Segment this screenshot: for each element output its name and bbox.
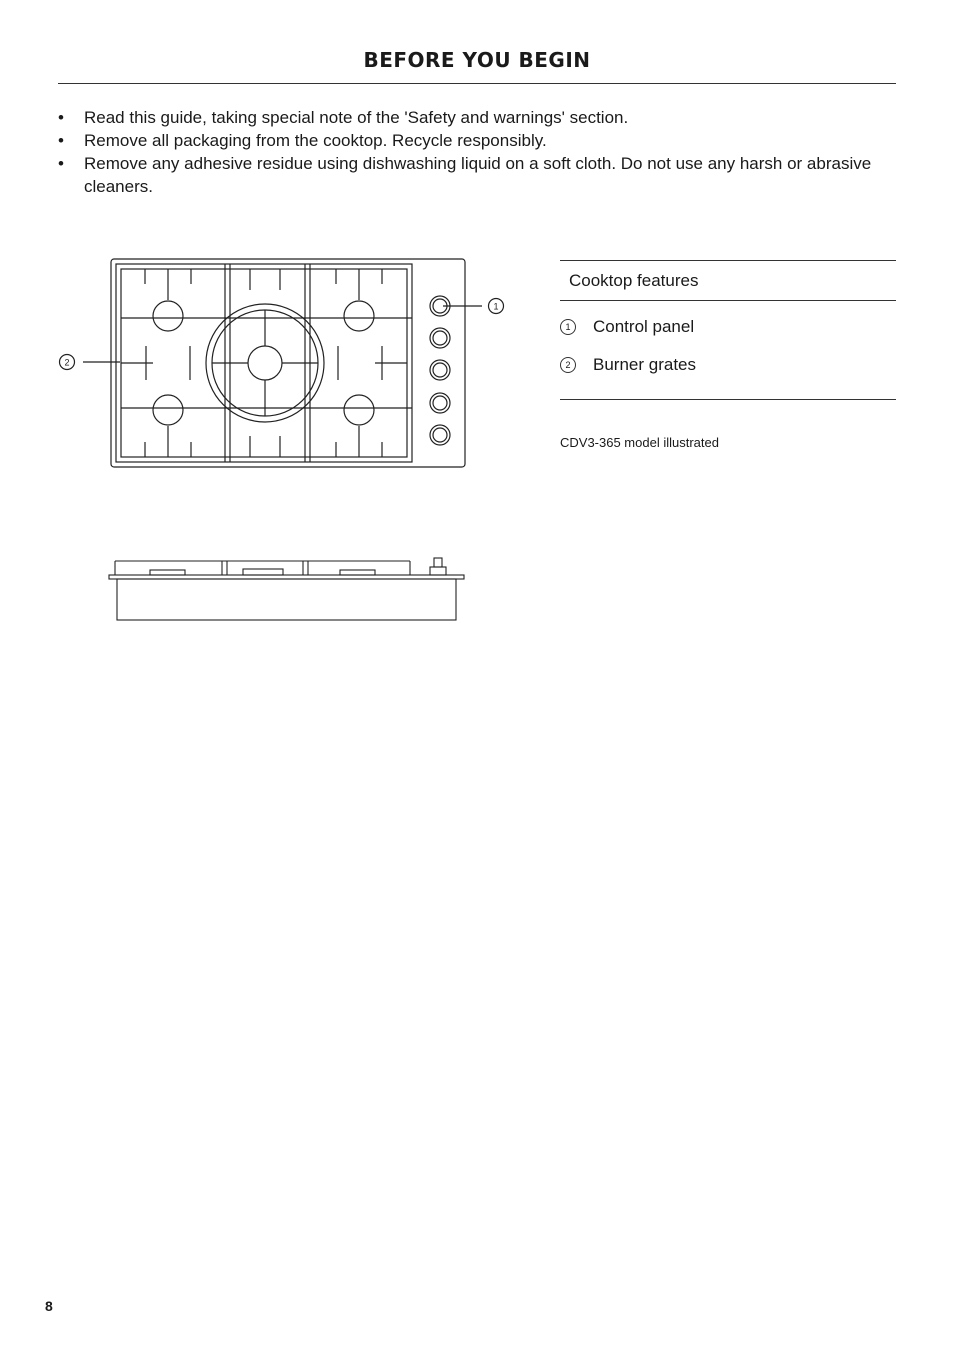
feature-item — [560, 352, 896, 377]
cooktop-features-panel — [560, 260, 896, 377]
features-heading: Cooktop features — [560, 260, 896, 301]
page-title: BEFORE YOU BEGIN — [363, 48, 591, 72]
callout-1-label: 1 — [493, 301, 499, 312]
intro-list — [58, 106, 896, 198]
feature-label: Control panel — [593, 316, 695, 336]
feature-number: 1 — [560, 319, 576, 335]
callout-2-label: 2 — [64, 357, 70, 368]
diagram-caption: CDV3-365 model illustrated — [560, 435, 719, 450]
list-item: • Read this guide, taking special note of the 'Safety and warnings' section. — [58, 106, 896, 129]
page-number: 8 — [45, 1298, 53, 1314]
cooktop-top-view-diagram — [50, 250, 520, 475]
feature-label: Burner grates — [593, 354, 696, 374]
list-item: • Remove any adhesive residue using dishwashing liquid on a soft cloth. Do not use any harsh or abrasive cleaners. — [58, 152, 896, 198]
list-item: • Remove all packaging from the cooktop. Recycle responsibly. — [58, 129, 896, 152]
feature-item — [560, 314, 896, 339]
cooktop-side-view-diagram — [100, 550, 470, 625]
title-divider — [58, 83, 896, 84]
features-divider — [560, 399, 896, 400]
feature-number: 2 — [560, 357, 576, 373]
